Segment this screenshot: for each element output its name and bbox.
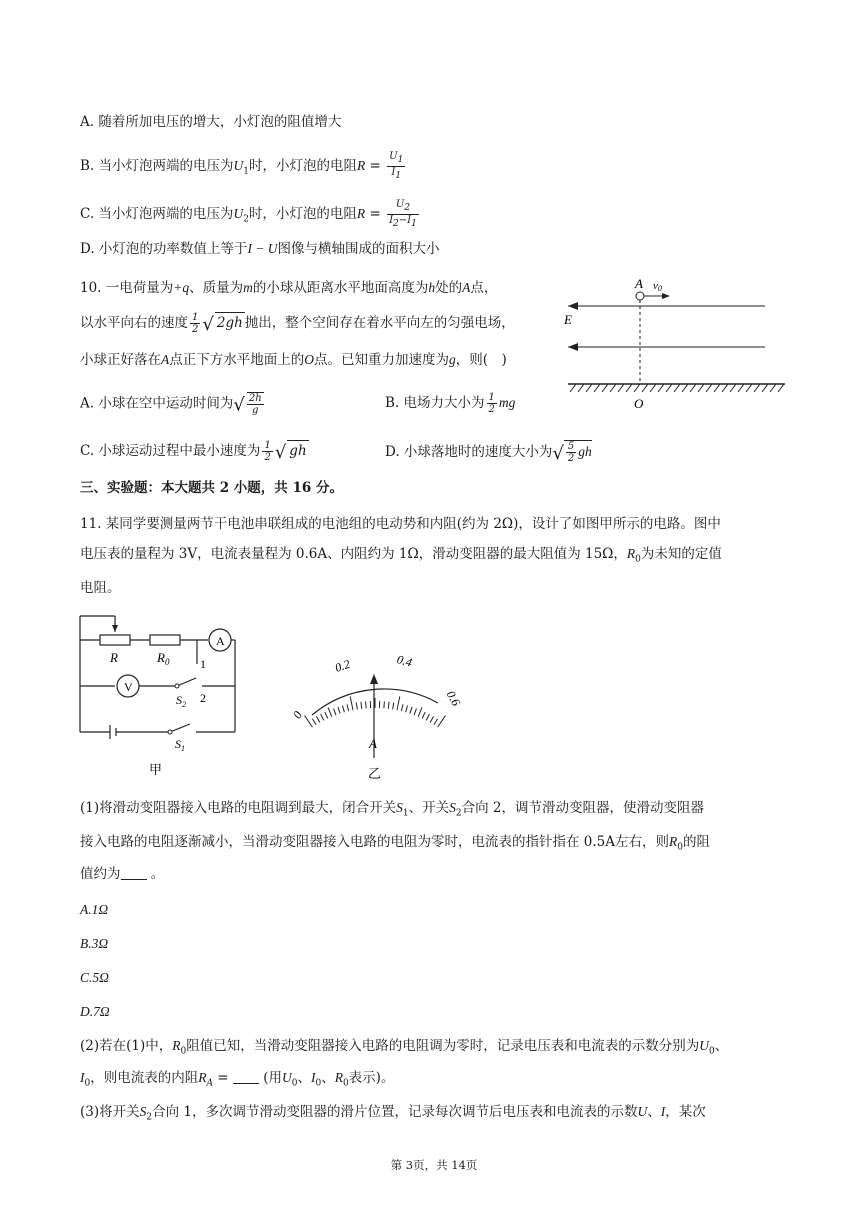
dial-tick [430, 716, 433, 722]
q11-sub3-line-1: (3)将开关$S_2$合向 1，多次调节滑动变阻器的滑片位置，记录每次调节后电压表和电流表的示数U、I，某次 [80, 1104, 706, 1123]
dial-tick [334, 708, 336, 715]
fig-label-a: A [635, 276, 643, 291]
q11-choice-d: D.7Ω [80, 1004, 110, 1019]
label-r0: $R_0$ [157, 650, 170, 667]
dial-tick [342, 706, 344, 713]
q10-line-1: 10. 一电荷量为+q、质量为m的小球从距离水平地面高度为h处的A点， [80, 280, 498, 296]
section-3-heading: 三、实验题：本大题共 2 小题，共 16 分。 [80, 480, 343, 496]
switch-s2-label: $S_2$ [176, 693, 186, 709]
q11-choice-a: A.1Ω [80, 902, 109, 917]
dial-tick [312, 719, 316, 725]
dial-tick [418, 707, 422, 716]
dial-tick [350, 696, 353, 710]
dial-tick [325, 712, 328, 718]
q10-option-d: D. 小球落地时的速度大小为√ $\frac{5}{2}$ gh [385, 441, 592, 464]
dial-tick [361, 702, 362, 709]
q10-field-figure [560, 272, 790, 412]
q11-line-1: 11. 某同学要测量两节干电池串联组成的电池组的电动势和内阻(约为 2Ω)，设计了如图甲所示的电路。图中 [80, 516, 721, 532]
dial-label-0-2: 0.2 [333, 656, 352, 675]
dial-tick [434, 719, 438, 725]
dial-tick [366, 701, 367, 708]
q11-sub1-line-3: 值约为 。 [80, 866, 165, 882]
dial-tick [397, 696, 400, 710]
q10-option-c: C. 小球运动过程中最小速度为 $\frac{1}{2}$ √ gh [80, 440, 307, 463]
dial-tick [393, 702, 394, 709]
dial-tick [328, 707, 332, 716]
dial-tick [438, 716, 446, 728]
voltmeter-label: V [124, 680, 133, 694]
dial-tick [347, 704, 349, 711]
figure-jia-label: 甲 [149, 762, 163, 777]
q9-option-b: B. 当小灯泡两端的电压为$U_1$时，小灯泡的电阻R = $\frac{U_1}{I_1}$ [80, 151, 404, 181]
label-r: R [110, 650, 118, 665]
dial-tick [401, 704, 403, 711]
terminal-2-label: 2 [200, 691, 206, 705]
q11-sub1-line-1: (1)将滑动变阻器接入电路的电阻调到最大，闭合开关$S_1$、开关$S_2$合向 2，调节滑动变阻器，使滑动变阻器 [80, 800, 704, 819]
switch-s1-label: $S_1$ [175, 737, 185, 753]
dial-tick [410, 707, 412, 714]
dial-label-0: 0 [289, 708, 306, 721]
figure-yi-label: 乙 [368, 766, 382, 781]
dial-tick [388, 702, 389, 709]
q11-line-2: 电压表的量程为 3V，电流表量程为 0.6A、内阻约为 1Ω，滑动变阻器的最大阻值为 15Ω，$R_0$为未知的定值 [80, 546, 722, 565]
dial-tick [356, 702, 357, 709]
circuit-diagram [72, 608, 247, 778]
q11-choice-c: C.5Ω [80, 970, 109, 985]
dial-label-0-6: 0.6 [443, 688, 464, 709]
dial-tick [406, 706, 408, 713]
q11-sub1-line-2: 接入电路的电阻逐渐减小，当滑动变阻器接入电路的电阻为零时，电流表的指针指在 0.5A左右，则$R_0$的阻 [80, 834, 710, 853]
dial-tick [305, 716, 313, 728]
dial-tick [426, 714, 429, 720]
q11-line-3: 电阻。 [80, 580, 121, 596]
q10-line-3: 小球正好落在A点正下方水平地面上的O点。已知重力加速度为g，则( ) [80, 352, 507, 368]
q9-option-a: A. 随着所加电压的增大，小灯泡的阻值增大 [80, 114, 342, 130]
terminal-1-label: 1 [200, 657, 206, 671]
dial-tick [321, 714, 324, 720]
q9-option-d: D. 小灯泡的功率数值上等于I − U图像与横轴围成的面积大小 [80, 241, 440, 257]
dial-label-0-4: 0.4 [395, 652, 414, 670]
q10-option-b: B. 电场力大小为 $\frac{1}{2}$ mg [385, 392, 516, 415]
q11-sub2-line-1: (2)若在(1)中，$R_0$阻值已知，当滑动变阻器接入电路的电阻调为零时，记录电压表和电流表的示数分别为$U_0$、 [80, 1038, 729, 1057]
q11-choice-b: B.3Ω [80, 936, 109, 951]
dial-label-a: A [369, 736, 377, 751]
q10-line-2: 以水平向右的速度 $\frac{1}{2}$ √ 2gh 抛出，整个空间存在着水平向左的匀强电场， [80, 312, 515, 335]
q10-option-a: A. 小球在空中运动时间为√ $\frac{2h}{g}$ [80, 393, 262, 416]
ammeter-label: A [216, 634, 225, 648]
q11-sub2-line-2: $I_0$，则电流表的内阻$R_A$ = (用$U_0$、$I_0$、$R_0$表示)。 [80, 1070, 395, 1089]
ammeter-dial-figure [280, 640, 480, 785]
fig-label-v0: v0 [653, 280, 662, 293]
dial-tick [316, 716, 319, 722]
fig-label-o: O [634, 396, 644, 411]
q9-option-c: C. 当小灯泡两端的电压为$U_2$时，小灯泡的电阻R = $\frac{U_2}{I_2-I_1}$ [80, 199, 417, 229]
dial-tick [422, 712, 425, 718]
page-footer: 第 3页，共 14页 [390, 1158, 478, 1172]
dial-tick [384, 701, 385, 708]
dial-tick [414, 708, 416, 715]
fig-label-e: E [564, 312, 572, 327]
dial-tick [338, 707, 340, 714]
